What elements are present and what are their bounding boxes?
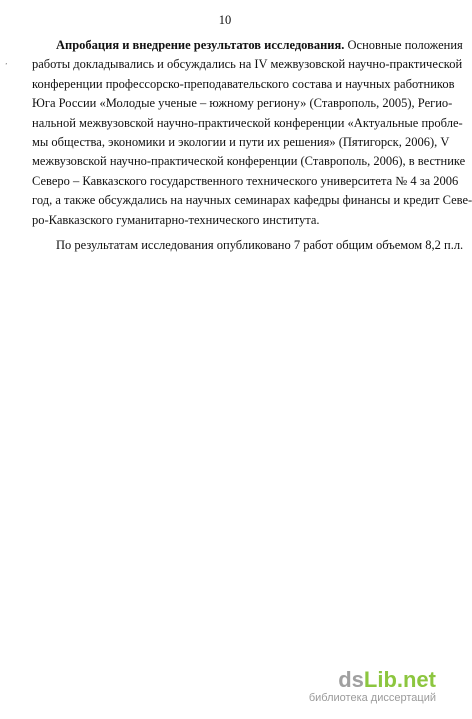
watermark-logo <box>296 668 436 705</box>
watermark-brand-rest: Lib.net <box>363 667 436 692</box>
margin-mark: ʼ <box>5 62 8 70</box>
paragraph-1-line-7: межвузовской научно-практической конференции (Ставрополь, 2006), в вестнике <box>32 154 466 169</box>
paragraph-1-line-9: год, а также обсуждались на научных семинарах кафедры финансы и кредит Севе- <box>32 193 472 208</box>
watermark-brand-prefix: ds <box>338 667 364 692</box>
paragraph-1-line-8: Северо – Кавказского государственного технического университета № 4 за 2006 <box>32 173 459 188</box>
paragraph-1-line-4: Юга России «Молодые ученые – южному региону» (Ставрополь, 2005), Регио- <box>32 96 453 111</box>
paragraph-1-line-1 <box>32 36 463 55</box>
section-heading: Апробация и внедрение результатов исследования. <box>56 38 345 52</box>
paragraph-1-line-3: конференции профессорско-преподавательского состава и научных работников <box>32 76 455 91</box>
paragraph-1-line-10: ро-Кавказского гуманитарно-технического института. <box>32 212 320 227</box>
page-number: 10 <box>218 13 232 27</box>
paragraph-1-line-6: мы общества, экономики и экологии и пути их решения» (Пятигорск, 2006), V <box>32 135 450 150</box>
watermark-brand <box>296 668 436 692</box>
document-body <box>32 36 472 255</box>
paragraph-1-line-2: работы докладывались и обсуждались на IV межвузовской научно-практической <box>32 57 463 72</box>
paragraph-1-line-1-text: Основные положения <box>347 38 463 52</box>
paragraph-1-line-5: нальной межвузовской научно-практической конференции «Актуальные пробле- <box>32 115 463 130</box>
paragraph-2: По результатам исследования опубликовано 7 работ общим объемом 8,2 п.л. <box>56 238 464 253</box>
watermark-subtitle: библиотека диссертаций <box>308 692 436 704</box>
